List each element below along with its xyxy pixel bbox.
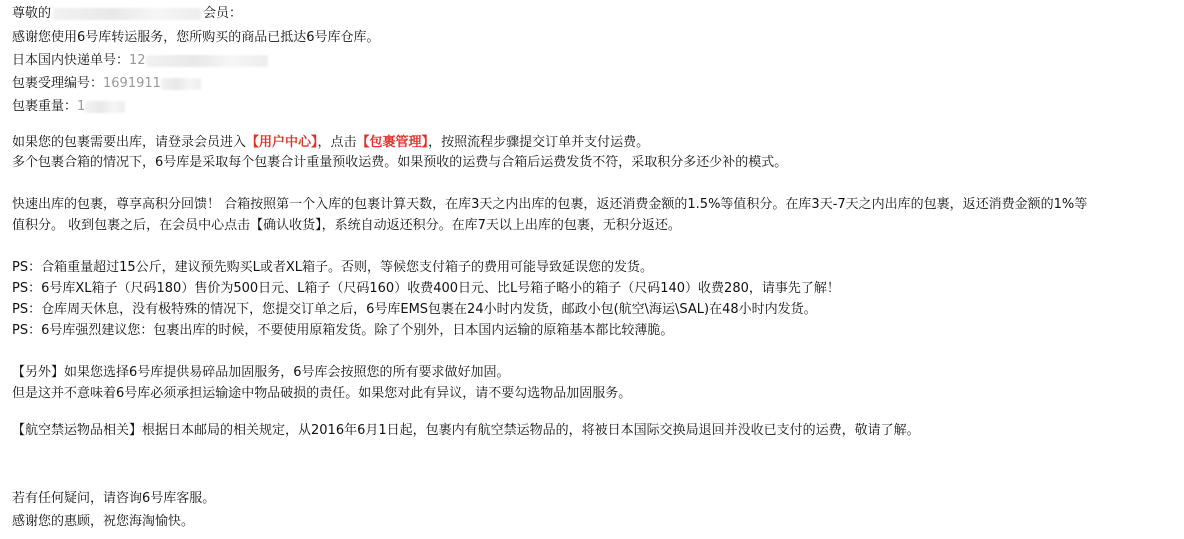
package-id-label: 包裹受理编号： [12,76,104,91]
greeting-prefix: 尊敬的 [12,6,52,21]
redacted-tracking [146,55,268,67]
package-management-link[interactable]: 【包裹管理】 [356,135,429,150]
ps-line-1: PS：合箱重量超过15公斤，建议预先购买L或者XL箱子。否则，等候您支付箱子的费用可能导致延误您的发货。 [12,260,654,275]
weight-value: 1 [77,99,86,114]
weight-label: 包裹重量： [12,99,78,114]
weight-line [12,98,125,116]
aviation-notice: 【航空禁运物品相关】根据日本邮局的相关规定，从2016年6月1日起，包裹内有航空禁运物品的，将被日本国际交换局退回并没收已支付的运费，敬请了解。 [12,423,920,438]
greeting-suffix: 会员： [203,6,243,21]
extra-service-line-1: 【另外】如果您选择6号库提供易碎品加固服务，6号库会按照您的所有要求做好加固。 [12,365,510,380]
redacted-member-name [53,8,201,20]
user-center-link[interactable]: 【用户中心】 [246,135,318,150]
outbound-text-2: ，点击 [317,135,357,150]
tracking-label: 日本国内快递单号： [12,53,130,68]
ps-line-3: PS：仓库周天休息，没有极特殊的情况下，您提交订单之后，6号库EMS包裹在24小时内发货，邮政小包(航空\海运\SAL)在48小时内发货。 [12,302,817,317]
ps-line-2: PS：6号库XL箱子（尺码180）售价为500日元、L箱子（尺码160）收费400日元、比L号箱子略小的箱子（尺码140）收费280，请事先了解！ [12,281,840,296]
merge-note: 多个包裹合箱的情况下，6号库是采取每个包裹合计重量预收运费。如果预收的运费与合箱后运费发货不符，采取积分多还少补的模式。 [12,155,788,170]
package-id-value: 1691911 [103,76,161,91]
ps-line-4: PS：6号库强烈建议您：包裹出库的时候，不要使用原箱发货。除了个别外，日本国内运输的原箱基本都比较薄脆。 [12,323,674,338]
points-line-1: 快速出库的包裹，尊享高积分回馈！ 合箱按照第一个入库的包裹计算天数，在库3天之内出库的包裹，返还消费金额的1.5%等值积分。在库3天-7天之内出库的包裹，返还消费金额的1%等 [12,197,1088,212]
extra-service-line-2: 但是这并不意味着6号库必须承担运输途中物品破损的责任。如果您对此有异议，请不要勾选物品加固服务。 [12,386,632,401]
thanks-line: 感谢您的惠顾，祝您海淘愉快。 [12,514,195,529]
contact-line: 若有任何疑问，请咨询6号库客服。 [12,491,216,506]
arrival-notice: 感谢您使用6号库转运服务，您所购买的商品已抵达6号库仓库。 [12,30,380,45]
points-line-2: 值积分。 收到包裹之后，在会员中心点击【确认收货】，系统自动返还积分。在库7天以上出库的包裹，无积分返还。 [12,218,681,233]
outbound-text-3: ，按照流程步骤提交订单并支付运费。 [428,135,650,150]
greeting-line [12,5,242,23]
tracking-number-line [12,52,268,70]
redacted-weight [85,101,125,113]
redacted-package-id [161,78,201,90]
package-id-line [12,75,201,93]
outbound-text-1: 如果您的包裹需要出库，请登录会员进入 [12,135,247,150]
tracking-value: 12 [129,53,146,68]
outbound-instructions [12,134,649,152]
